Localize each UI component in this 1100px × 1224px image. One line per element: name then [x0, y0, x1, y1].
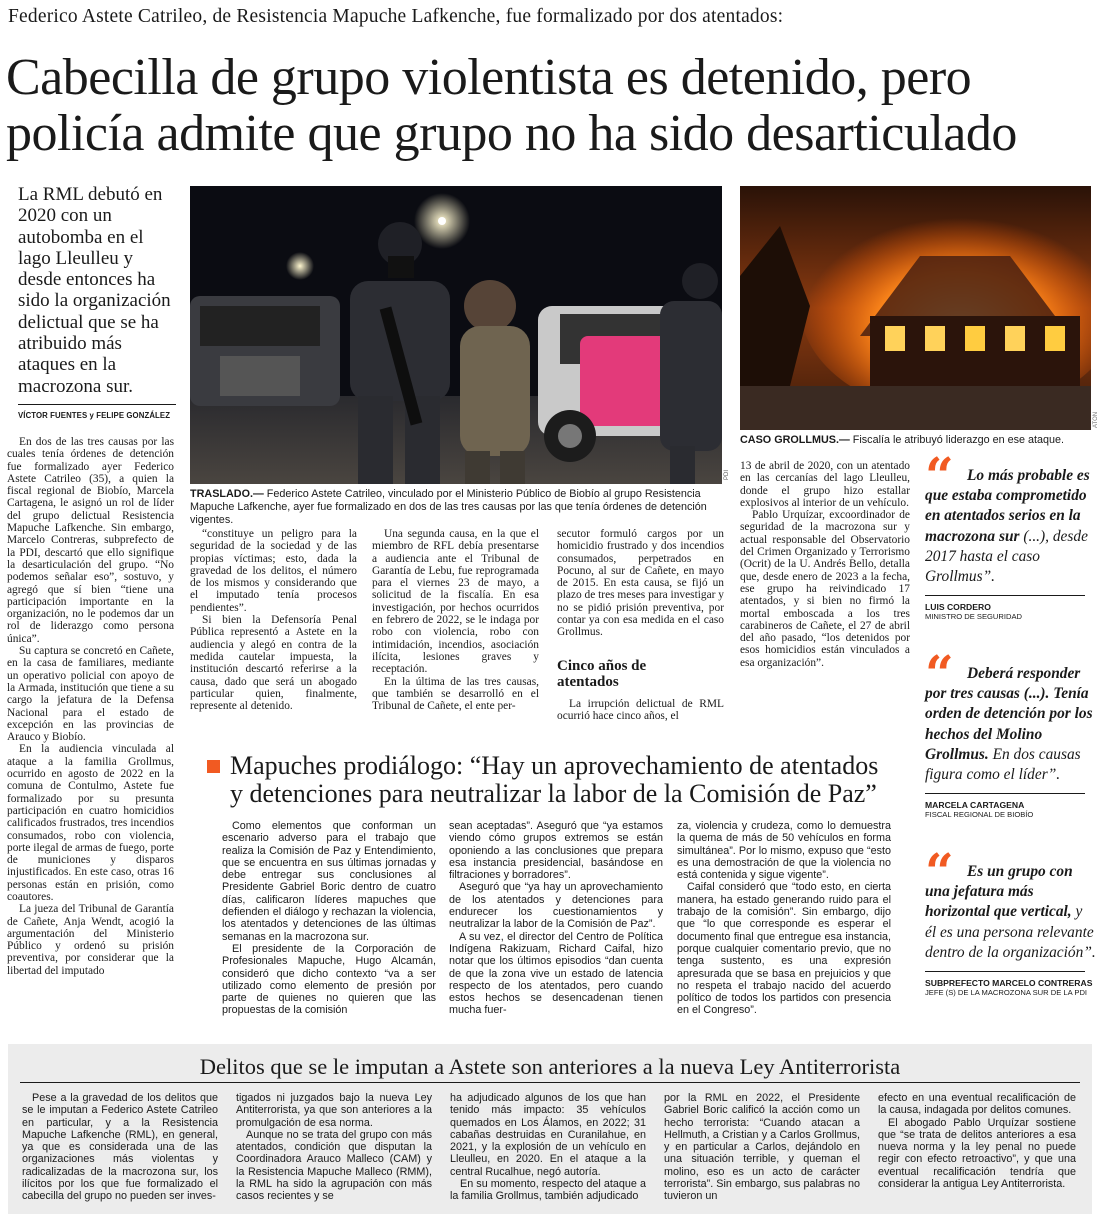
sidebar-marker [207, 760, 220, 773]
box-paragraph: En su momento, respecto del ataque a la familia Grollmus, también adjudicado [450, 1178, 646, 1203]
quote-role: JEFE (S) DE LA MACROZONA SUR DE LA PDI [925, 988, 1088, 998]
sidebar-paragraph: Aseguró que “ya hay un aprovechamiento de los atentados y detenciones para endurecer los cuestionamientos y neutralizar la labor de la Comisión de Paz”. [449, 881, 663, 931]
fire-photo-caption [740, 434, 1092, 447]
info-box-column-5 [878, 1092, 1076, 1190]
info-box-column-4 [664, 1092, 860, 1203]
burning-house-image [740, 186, 1091, 430]
body-paragraph: En la última de las tres causas, que también se desarrolló en el Tribunal de Cañete, el ente per- [372, 675, 539, 713]
sidebar-paragraph: za, violencia y crudeza, como lo demuestra la quema de más de 50 vehículos en forma simultánea”. Por lo mismo, expuso que “esto es una demostración de que la violencia no está contenida y sigue vigente”. [677, 820, 891, 882]
sidebar-paragraph: Como elementos que conforman un escenario adverso para el trabajo que realiza la Comisión de Paz y Entendimiento, que se encuentra en sus últimas jornadas y debe entregar sus conclusiones al Presidente Gabriel Boric dentro de cuatro días, calificaron líderes mapuches que defienden el diálogo y rechazan la violencia, los atentados y detenciones de las últimas semanas en la macrozona sur. [222, 820, 436, 943]
main-photo-caption [190, 488, 724, 527]
quote-role: MINISTRO DE SEGURIDAD [925, 612, 1023, 622]
body-paragraph: “constituye un peligro para la seguridad de la sociedad y de las propias víctimas; esto, dada la gravedad de los delitos, el número de los mismos y considerando que el imputado tenía procesos pendientes”. [190, 528, 357, 614]
body-paragraph: Si bien la Defensoría Penal Pública representó a Astete en la audiencia y alegó en contra de la medida cautelar impuesta, la institución descartó referirse a la causa, dado que será un abogado particular quien, finalmente, represente al detenido. [190, 614, 357, 713]
subhead: Cinco años de atentados [557, 658, 647, 690]
info-box-headline: Delitos que se le imputan a Astete son anteriores a la nueva Ley Antiterrorista [199, 1054, 901, 1079]
quote-normal: y él es una persona relevante dentro de la organización [925, 903, 1094, 961]
caption-text: Federico Astete Catrileo, vinculado por el Ministerio Público de Biobío al grupo Resistencia Mapuche Lafkenche, ayer fue formalizado en dos de las tres causas por las que tenía órdenes de detención vigentes. [190, 488, 707, 526]
quote-name: LUIS CORDERO [925, 602, 991, 613]
body-column-3 [372, 528, 539, 712]
quote-tail: ”. [982, 568, 996, 586]
main-photo-credit: PDI [724, 469, 730, 480]
body-paragraph: En dos de las tres causas por las cuales tenía órdenes de detención fue formalizado ayer Federico Astete Catrileo (35), a quien la fiscal regional de Biobío, Marcela Cartagena, le asignó un rol de líder del grupo delictual Resistencia Mapuche Lafkenche. Sin embargo, Marcelo Contreras, subprefecto de la PDI, descartó que ello signifique la desarticulación del grupo. “No podemos señalar eso”, sostuvo, y agregó que sí bien “tiene una participación importante en la organización, no le podemos dar un rol de liderazgo como persona única”. [7, 436, 174, 645]
main-photo [190, 186, 722, 484]
quote-tail: ”. [1047, 766, 1061, 784]
body-paragraph: 13 de abril de 2020, con un atentado en las cercanías del lago Lleulleu, donde el grupo hizo estallar explosivos al interior de un vehículo. [740, 460, 910, 509]
sidebar-column-3 [677, 820, 891, 1017]
sidebar-headline-line-2: y detenciones para neutralizar la labor de la Comisión de Paz” [230, 779, 877, 808]
box-paragraph: ha adjudicado algunos de los que han tenido más impacto: 35 vehículos quemados en Los Álamos, en 2022; 31 cabañas destruidas en Curanilahue, en 2021, y la explosión de un vehículo en Lleulleu, en 2020. En el ataque a la central Rucalhue, negó autoría. [450, 1092, 646, 1178]
info-box-column-2 [236, 1092, 432, 1203]
body-paragraph: Pablo Urquízar, excoordinador de seguridad de la macrozona sur y actual responsable del Observatorio del Crimen Organizado y Terrorismo (Ocrit) de la U. Andrés Bello, detalla que, desde enero de 2023 a la fecha, ese grupo ha reivindicado 17 atentados, y si bien no firmó la mortal emboscada a los tres carabineros de Cañete, el 27 de abril del año pasado, “los detenidos por esos homicidios están vinculados a esa organización”. [740, 509, 910, 669]
sidebar-headline [230, 752, 910, 808]
body-column-5 [740, 460, 910, 669]
sidebar-paragraph: Caifal consideró que “todo esto, en cierta manera, ha estado generando ruido para el trabajo de la comisión”. Sin embargo, dijo que “lo que corresponde es esperar el documento final que entregue esa instancia, porque cualquier comentario previo, que no tenga sustento, es una expresión apresurada que se basa en prejuicios y que no respeta el trabajo nacido del acuerdo político de todos los partidos con presencia en el Congreso”. [677, 881, 891, 1017]
info-box-rule [20, 1082, 1080, 1083]
quote-1 [925, 446, 1095, 622]
sidebar-paragraph: El presidente de la Corporación de Profesionales Mapuche, Hugo Alcamán, consideró que dicho contexto “va a ser utilizado como elemento de presión por parte de quienes no quieren que las propuestas de la comisión [222, 942, 436, 1017]
box-paragraph: efecto en una eventual recalificación de la causa, indagada por delitos comunes. [878, 1092, 1076, 1117]
quote-name: SUBPREFECTO MARCELO CONTRERAS [925, 978, 1093, 989]
quote-mark-icon: “ [925, 842, 954, 901]
fire-photo [740, 186, 1091, 430]
quote-tail: ”. [1083, 943, 1096, 961]
lead-rule [18, 404, 176, 405]
body-paragraph: En la audiencia vinculada al ataque a la familia Grollmus, ocurrido en agosto de 2022 en la comuna de Contulmo, Astete fue formalizado por su presunta participación en cuatro homicidios calificados frustrados, tres incendios consumados, robo con violencia, porte ilegal de armas de fuego, porte de municiones y disparos injustificados. En este caso, otras 16 personas están en prisión, como coautores. [7, 743, 174, 903]
quote-role: FISCAL REGIONAL DE BIOBÍO [925, 810, 1034, 820]
sidebar-column-2 [449, 820, 663, 1017]
body-column-4 [557, 528, 724, 639]
quote-bold: Deberá responder por tres causas (...). Tenía orden de detención por los hechos del Molino Grollmus. [925, 665, 1093, 763]
box-paragraph: tigados ni juzgados bajo la nueva Ley Antiterrorista, ya que son anteriores a la promulgación de esa norma. [236, 1092, 432, 1129]
kicker: Federico Astete Catrileo, de Resistencia Mapuche Lafkenche, fue formalizado por dos atentados: [8, 6, 784, 27]
headline [6, 50, 1096, 162]
box-paragraph: Pese a la gravedad de los delitos que se le imputan a Federico Astete Catrileo en particular, y a la Resistencia Mapuche Lafkenche (RML), en general, ya que es considerada una de las organizaciones más violentas y radicalizadas de la macrozona sur, los ilícitos por los que fue formalizado el cabecilla del grupo no pueden ser inves- [22, 1092, 218, 1203]
headline-line-2: policía admite que grupo no ha sido desarticulado [6, 105, 1017, 162]
caption-text: Fiscalía le atribuyó liderazgo en ese ataque. [852, 434, 1065, 446]
body-column-4b [557, 698, 724, 723]
box-paragraph: El abogado Pablo Urquízar sostiene que “se trata de delitos anteriores a esa nueva norma y la ley penal no puede regir con efecto retroactivo”, y que una eventual recalificación tendría que considerar la antigua Ley Antiterrorista. [878, 1116, 1076, 1191]
quote-normal: (...), desde 2017 hasta el caso Grollmus [925, 527, 1088, 586]
headline-line-1: Cabecilla de grupo violentista es detenido, pero [6, 49, 972, 106]
quote-bold: Es un grupo con una jefatura más horizontal que vertical, [925, 863, 1073, 921]
box-paragraph: Aunque no se trata del grupo con más atentados, condición que disputan la Coordinadora Arauco Malleco (CAM) y la Resistencia Mapuche Malleco (RMM), la RML ha sido la agrupación con más casos recientes y se [236, 1128, 432, 1203]
fire-photo-credit: ATON [1093, 411, 1099, 428]
caption-title: TRASLADO.— [190, 488, 264, 500]
body-paragraph: La irrupción delictual de RML ocurrió hace cinco años, el [557, 698, 724, 723]
box-paragraph: por la RML en 2022, el Presidente Gabriel Boric calificó la acción como un hecho terrorista: “Cuando atacan a Hellmuth, a Cristian y a Carlos Grollmus, y en particular a Carlos, dejándolo en una situación terrible, y queman el molino, eso es un acto de carácter terrorista”. Sin embargo, sus palabras no tuvieron un [664, 1092, 860, 1203]
arrest-scene-image [190, 186, 722, 484]
byline: VÍCTOR FUENTES y FELIPE GONZÁLEZ [18, 411, 171, 420]
body-paragraph: Su captura se concretó en Cañete, en la casa de familiares, mediante un operativo policial con apoyo de la Armada, institución que tiene a su cargo la jefatura de la Defensa Nacional para el estado de excepción en las provincias de Arauco y Biobío. [7, 645, 174, 744]
quote-mark-icon: “ [925, 644, 954, 703]
quote-normal: En dos causas figura como el líder [925, 745, 1081, 784]
quote-2 [925, 644, 1095, 820]
quote-bold: Lo más probable es que estaba comprometido en atentados serios en la macrozona sur [925, 467, 1090, 545]
sidebar-column-1 [222, 820, 436, 1017]
caption-title: CASO GROLLMUS.— [740, 434, 850, 446]
info-box-column-1 [22, 1092, 218, 1203]
quote-name: MARCELA CARTAGENA [925, 800, 1025, 811]
body-paragraph: La jueza del Tribunal de Garantía de Cañete, Anja Wendt, acogió la argumentación del Ministerio Público y ordenó su prisión preventiva, por considerar que la libertad del imputado [7, 903, 174, 977]
sidebar-paragraph: A su vez, el director del Centro de Política Indígena Rakizuam, Richard Caifal, hizo notar que los últimos episodios “dan cuenta de que la zona vive un estado de latencia respecto de los atentados, pero cuando estos hechos se desencadenan tienen mucha fuer- [449, 930, 663, 1017]
body-column-1 [7, 436, 174, 977]
body-paragraph: secutor formuló cargos por un homicidio frustrado y dos incendios consumados, perpetrados en Pocuno, al sur de Cañete, en mayo de 2015. En esta causa, se fijó un plazo de tres meses para investigar y no se pidió prisión preventiva, por contar ya con esa medida en el caso Grollmus. [557, 528, 724, 639]
quote-3 [925, 842, 1097, 998]
sidebar-paragraph: sean aceptadas”. Aseguró que “ya estamos viendo cómo grupos extremos se están oponiendo a las conclusiones que prepara esa instancia presidencial, basándose en filtraciones y borradores”. [449, 820, 663, 882]
sidebar-headline-line-1: Mapuches prodiálogo: “Hay un aprovechamiento de atentados [230, 751, 879, 780]
body-column-2 [190, 528, 357, 712]
quote-mark-icon: “ [925, 446, 954, 505]
body-paragraph: Una segunda causa, en la que el miembro de RFL debía presentarse a audiencia ante el Tribunal de Garantía de Lebu, fue reprogramada para el viernes 23 de mayo, a solicitud de la fiscalía. En esa investigación, por hechos ocurridos en febrero de 2022, se le indaga por robo con violencia, robo con intimidación, incendios, asociación ilícita, lesiones graves y receptación. [372, 528, 539, 676]
info-box-column-3 [450, 1092, 646, 1203]
lead-paragraph: La RML debutó en 2020 con un autobomba en el lago Lleulleu y desde entonces ha sido la organización delictual que se ha atribuido más ataques en la macrozona sur. [18, 184, 171, 397]
